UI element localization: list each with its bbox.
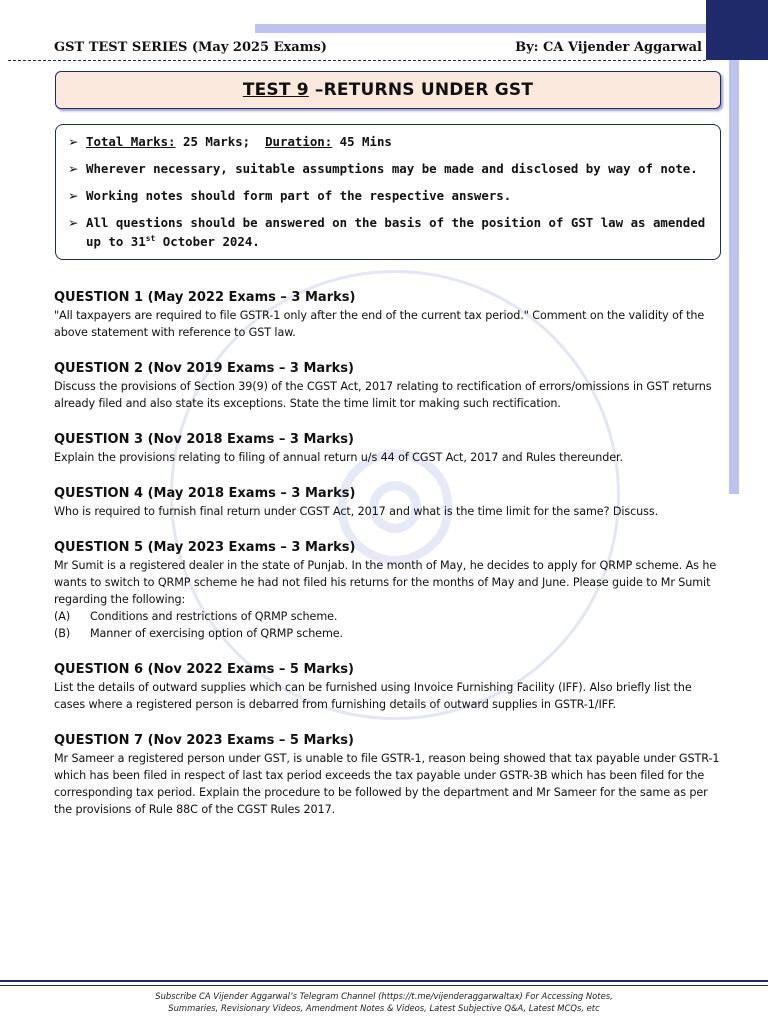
question-heading: QUESTION 6 (Nov 2022 Exams – 5 Marks) (54, 662, 354, 677)
test-number: TEST 9 (242, 80, 309, 100)
author-name: By: CA Vijender Aggarwal (515, 39, 702, 55)
question-text: Mr Sumit is a registered dealer in the state of Punjab. In the month of May, he decides to apply for QRMP scheme. As he wants to switch to QRMP scheme he had not filed his returns for the months of May and June. Please guide to Mr Sumit regarding the following: (54, 559, 717, 606)
question-list (54, 289, 724, 837)
question-4 (54, 485, 724, 520)
question-text: Discuss the provisions of Section 39(9) of the CGST Act, 2017 relating to rectification of errors/omissions in GST returns already filed and also state its exceptions. State the time limit tor making such rectification. (54, 380, 712, 410)
question-text: Explain the provisions relating to filing of annual return u/s 44 of CGST Act, 2017 and Rules thereunder. (54, 451, 623, 464)
question-text: Who is required to furnish final return under CGST Act, 2017 and what is the time limit for the same? Discuss. (54, 505, 659, 518)
corner-decoration (706, 0, 768, 60)
footer-line-2: Summaries, Revisionary Videos, Amendment Notes & Videos, Latest Subjective Q&A, Latest MCQs, etc (168, 1003, 600, 1013)
question-heading: QUESTION 3 (Nov 2018 Exams – 3 Marks) (54, 432, 354, 447)
duration-label: Duration: (265, 134, 333, 149)
page-footer (0, 990, 768, 1014)
question-heading: QUESTION 2 (Nov 2019 Exams – 3 Marks) (54, 361, 354, 376)
question-text: "All taxpayers are required to file GSTR-1 only after the end of the current tax period." Comment on the validity of the above statement with reference to GST law. (54, 309, 705, 339)
page-header (54, 37, 702, 57)
instructions-box (55, 124, 721, 260)
instruction-working-notes: ➢ Working notes should form part of the respective answers. (68, 188, 512, 203)
question-text: Mr Sameer a registered person under GST, is unable to file GSTR-1, reason being showed that tax payable under GSTR-1 which has been filed in respect of last tax period exceeds the tax payable under GSTR-3B which has been filed for the corresponding tax period. Explain the procedure to be followed by the department and Mr Sameer for the same as per the provisions of Rule 88C of the CGST Rules 2017. (54, 752, 720, 816)
footer-divider-thin (0, 985, 768, 986)
header-stripe (255, 24, 706, 33)
question-5 (54, 539, 724, 642)
series-title: GST TEST SERIES (May 2025 Exams) (54, 39, 327, 55)
arrow-bullet-icon: ➢ (68, 188, 79, 203)
question-heading: QUESTION 7 (Nov 2023 Exams – 5 Marks) (54, 733, 354, 748)
instruction-assumptions: ➢ Wherever necessary, suitable assumptions may be made and disclosed by way of note. (68, 161, 698, 176)
instruction-law-position: ➢ All questions should be answered on the basis of the position of GST law as amended up to 31st October 2024. (68, 215, 706, 250)
duration-value: 45 Mins (332, 134, 392, 149)
question-2 (54, 360, 724, 412)
question-text: List the details of outward supplies which can be furnished using Invoice Furnishing Facility (IFF). Also briefly list the cases where a registered person is debarred from furnishing details of outward supplies in GSTR-1/IFF. (54, 681, 692, 711)
marks-label: Total Marks: (86, 134, 176, 149)
question-6 (54, 661, 724, 713)
question-7 (54, 732, 724, 818)
footer-line-1: Subscribe CA Vijender Aggarwal’s Telegram Channel (https://t.me/vijenderaggarwaltax) For Accessing Notes, (155, 991, 613, 1001)
question-heading: QUESTION 4 (May 2018 Exams – 3 Marks) (54, 486, 356, 501)
option-a: (A) Conditions and restrictions of QRMP scheme. (54, 610, 338, 623)
arrow-bullet-icon: ➢ (68, 215, 79, 230)
question-heading: QUESTION 5 (May 2023 Exams – 3 Marks) (54, 540, 356, 555)
side-decoration-bar (729, 60, 739, 494)
header-divider (8, 60, 706, 61)
option-b: (B) Manner of exercising option of QRMP scheme. (54, 627, 344, 640)
marks-value: 25 Marks; (175, 134, 266, 149)
question-3 (54, 431, 724, 466)
footer-divider (0, 980, 768, 982)
test-title (55, 71, 721, 109)
question-1 (54, 289, 724, 341)
instruction-marks (68, 134, 716, 150)
test-subject: –RETURNS UNDER GST (308, 80, 534, 100)
question-heading: QUESTION 1 (May 2022 Exams – 3 Marks) (54, 290, 356, 305)
arrow-bullet-icon: ➢ (68, 161, 79, 176)
watermark-mark: ◎ (329, 408, 461, 582)
arrow-bullet-icon: ➢ (68, 134, 79, 149)
